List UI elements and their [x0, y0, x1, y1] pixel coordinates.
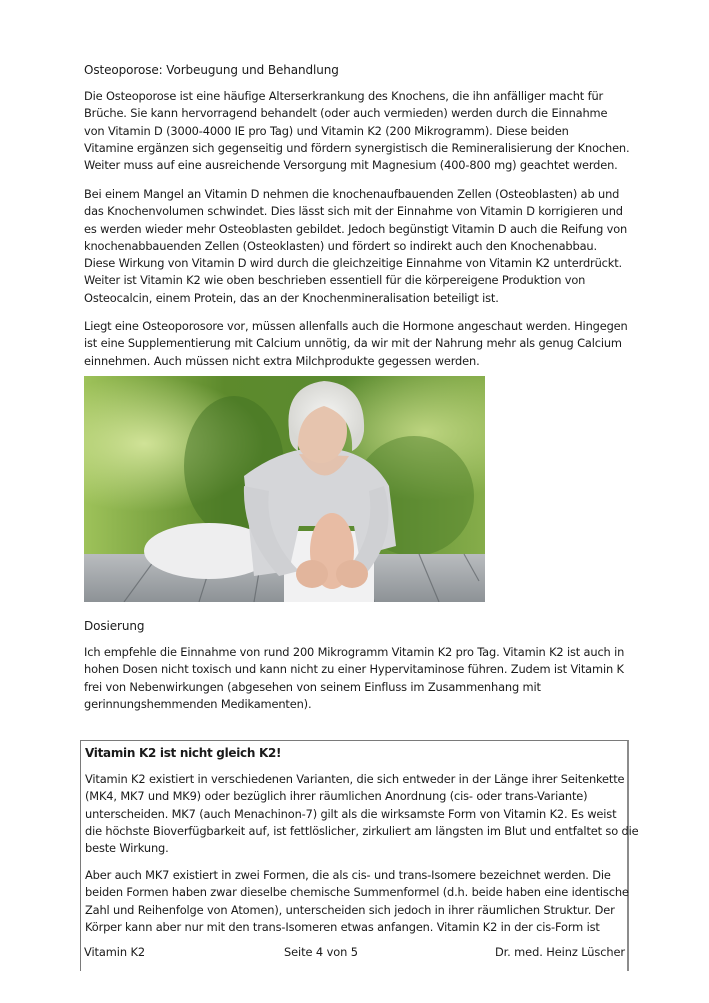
text-line: von Vitamin D (3000-4000 IE pro Tag) und Vitamin K2 (200 Mikrogramm). Diese beiden — [84, 123, 569, 138]
info-box-heading: Vitamin K2 ist nicht gleich K2! — [85, 746, 282, 760]
text-line: (MK4, MK7 und MK9) oder bezüglich ihrer räumlichen Anordnung (cis- oder trans-Variante) — [85, 789, 588, 804]
photo-woman-stretching — [84, 376, 485, 602]
text-line: gerinnungshemmenden Medikamenten). — [84, 696, 312, 711]
text-line: Bei einem Mangel an Vitamin D nehmen die knochenaufbauenden Zellen (Osteoblasten) ab und — [84, 187, 620, 201]
text-line: Ich empfehle die Einnahme von rund 200 Mikrogramm Vitamin K2 pro Tag. Vitamin K2 ist auch in — [84, 645, 625, 659]
text-line: Weiter ist Vitamin K2 wie oben beschrieben essentiell für die körpereigene Produktion von — [84, 273, 586, 288]
info-box-paragraph-isomere — [85, 867, 645, 936]
paragraph-hormone-calcium — [84, 318, 644, 370]
text-line: beste Wirkung. — [85, 841, 169, 856]
text-line: die höchste Bioverfügbarkeit auf, ist fettlöslicher, zirkuliert am längsten im Blut und entfaltet so die — [85, 823, 639, 838]
text-line: das Knochenvolumen schwindet. Dies lässt sich mit der Einnahme von Vitamin D korrigieren und — [84, 204, 623, 219]
text-line: Vitamine ergänzen sich gegenseitig und fördern synergistisch die Remineralisierung der Knochen. — [84, 140, 630, 155]
text-line: Körper kann aber nur mit den trans-Isomeren etwas anfangen. Vitamin K2 in der cis-Form ist — [85, 919, 600, 934]
text-line: Zahl und Reihenfolge von Atomen), unterscheiden sich jedoch in ihrer räumlichen Struktur. Der — [85, 902, 615, 917]
info-box-paragraph-varianten — [85, 771, 645, 857]
info-box-vitamin-k2 — [80, 740, 639, 971]
text-line: unterscheiden. MK7 (auch Menachinon-7) gilt als die wirksamste Form von Vitamin K2. Es weist — [85, 806, 617, 821]
footer-author: Dr. med. Heinz Lüscher — [494, 945, 625, 959]
text-line: Weiter muss auf eine ausreichende Versorgung mit Magnesium (400-800 mg) geachtet werden. — [84, 158, 618, 173]
paragraph-dosierung — [84, 644, 644, 713]
text-line: Brüche. Sie kann hervorragend behandelt (oder auch vermieden) werden durch die Einnahme — [84, 106, 608, 121]
text-line: Diese Wirkung von Vitamin D wird durch die gleichzeitige Einnahme von Vitamin K2 unterdrückt. — [84, 256, 622, 271]
text-line: beiden Formen haben zwar dieselbe chemische Summenformel (d.h. beide haben eine identische — [85, 885, 629, 900]
text-line: frei von Nebenwirkungen (abgesehen von seinem Einfluss im Zusammenhang mit — [84, 679, 541, 694]
text-line: Aber auch MK7 existiert in zwei Formen, die als cis- und trans-Isomere bezeichnet werden. Die — [85, 868, 611, 882]
text-line: knochenabbauenden Zellen (Osteoklasten) und fördert so indirekt auch den Knochenabbau. — [84, 238, 597, 253]
text-line: Osteocalcin, einem Protein, das an der Knochenmineralisation beteiligt ist. — [84, 290, 499, 305]
text-line: hohen Dosen nicht toxisch und kann nicht zu einer Hypervitaminose führen. Zudem ist Vitamin K — [84, 662, 624, 677]
text-line: ist eine Supplementierung mit Calcium unnötig, da wir mit der Nahrung mehr als genug Calcium — [84, 336, 622, 351]
section-heading-dosierung: Dosierung — [84, 619, 145, 633]
paragraph-vitamin-d-mangel — [84, 186, 644, 307]
text-line: Vitamin K2 existiert in verschiedenen Varianten, die sich entweder in der Länge ihrer Seitenkette — [85, 772, 625, 786]
footer-title: Vitamin K2 — [84, 945, 145, 959]
paragraph-osteoporose-intro — [84, 88, 644, 174]
text-line: Die Osteoporose ist eine häufige Alterserkrankung des Knochens, die ihn anfälliger macht für — [84, 89, 604, 103]
text-line: einnehmen. Auch müssen nicht extra Milchprodukte gegessen werden. — [84, 353, 480, 368]
text-line: Liegt eine Osteoporosore vor, müssen allenfalls auch die Hormone angeschaut werden. Hingegen — [84, 319, 628, 333]
section-heading-osteoporose: Osteoporose: Vorbeugung und Behandlung — [84, 63, 339, 77]
text-line: es werden wieder mehr Osteoblasten gebildet. Jedoch begünstigt Vitamin D auch die Reifung von — [84, 221, 628, 236]
footer-page-number: Seite 4 von 5 — [284, 945, 358, 959]
